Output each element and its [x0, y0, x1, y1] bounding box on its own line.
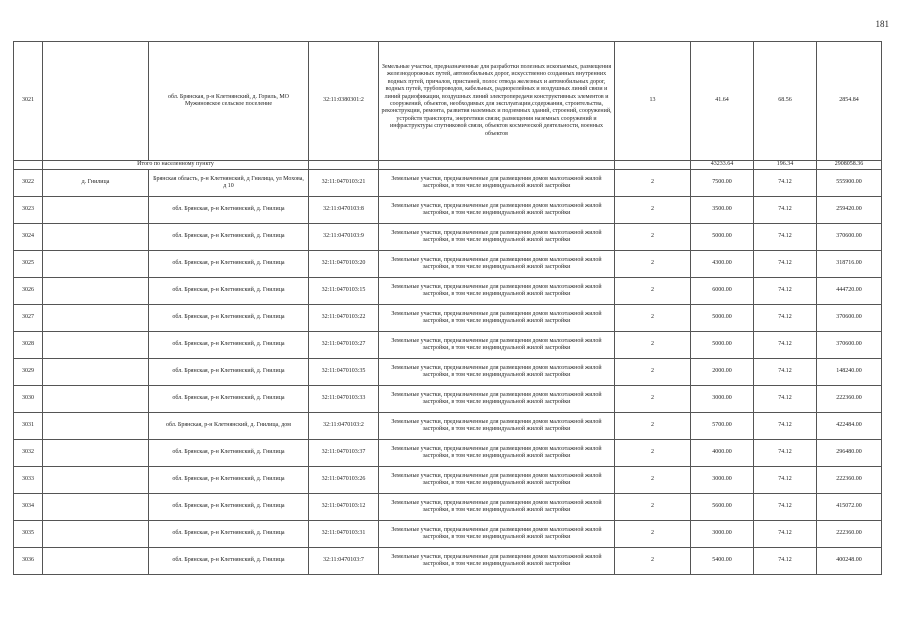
address-cell: обл. Брянская, р-н Клетнянский, д. Гнилица [149, 359, 309, 386]
cadastral-value-cell: 222360.00 [817, 386, 882, 413]
address-cell: обл. Брянская, р-н Клетнянский, д. Гнилица [149, 224, 309, 251]
table-row [14, 467, 882, 494]
cadastral-number-cell: 32:11:0470103:9 [309, 224, 379, 251]
land-use-cell: Земельные участки, предназначенные для размещения домов малоэтажной жилой застройки, в том числе индивидуальной жилой застройки [379, 467, 615, 494]
cadastral-number-cell: 32:11:0470103:35 [309, 359, 379, 386]
cadastral-value-cell: 318716.00 [817, 251, 882, 278]
area-cell: 3000.00 [691, 386, 754, 413]
specific-value-cell: 68.56 [754, 42, 817, 161]
address-cell: обл. Брянская, р-н Клетнянский, д. Гнилица [149, 278, 309, 305]
table-row [14, 170, 882, 197]
cadastral-number-cell: 32:11:0470103:12 [309, 494, 379, 521]
row-number: 3033 [14, 467, 43, 494]
cadastral-number-cell: 32:11:0470103:26 [309, 467, 379, 494]
row-number: 3028 [14, 332, 43, 359]
settlement-cell [43, 521, 149, 548]
table-row [14, 359, 882, 386]
total-label: Итого по населенному пункту [43, 161, 309, 170]
cadastral-number-cell: 32:11:0470103:20 [309, 251, 379, 278]
specific-value-cell: 74.12 [754, 548, 817, 575]
cadastral-value-cell: 444720.00 [817, 278, 882, 305]
area-cell: 5700.00 [691, 413, 754, 440]
total-empty-cell [379, 161, 615, 170]
table-row [14, 224, 882, 251]
area-cell: 5000.00 [691, 305, 754, 332]
row-number: 3023 [14, 197, 43, 224]
land-use-cell: Земельные участки, предназначенные для размещения домов малоэтажной жилой застройки, в том числе индивидуальной жилой застройки [379, 251, 615, 278]
settlement-cell [43, 42, 149, 161]
settlement-cell [43, 413, 149, 440]
settlement-cell [43, 278, 149, 305]
table-row [14, 42, 882, 161]
cadastral-value-cell: 555900.00 [817, 170, 882, 197]
use-group-cell: 13 [615, 42, 691, 161]
use-group-cell: 2 [615, 359, 691, 386]
table-row [14, 521, 882, 548]
cadastral-number-cell: 32:11:0470103:22 [309, 305, 379, 332]
area-cell: 2000.00 [691, 359, 754, 386]
cadastral-value-cell: 370600.00 [817, 224, 882, 251]
table-row [14, 548, 882, 575]
settlement-cell [43, 386, 149, 413]
area-cell: 7500.00 [691, 170, 754, 197]
address-cell: обл. Брянская, р-н Клетнянский, д. Гнилица [149, 467, 309, 494]
table-row [14, 332, 882, 359]
cadastral-value-cell: 222360.00 [817, 467, 882, 494]
row-number: 3030 [14, 386, 43, 413]
use-group-cell: 2 [615, 413, 691, 440]
specific-value-cell: 74.12 [754, 224, 817, 251]
specific-value-cell: 74.12 [754, 521, 817, 548]
specific-value-cell: 74.12 [754, 278, 817, 305]
specific-value-cell: 74.12 [754, 413, 817, 440]
use-group-cell: 2 [615, 278, 691, 305]
area-cell: 5400.00 [691, 548, 754, 575]
land-use-cell: Земельные участки, предназначенные для размещения домов малоэтажной жилой застройки, в том числе индивидуальной жилой застройки [379, 359, 615, 386]
row-number: 3035 [14, 521, 43, 548]
cadastral-number-cell: 32:11:0470103:21 [309, 170, 379, 197]
use-group-cell: 2 [615, 494, 691, 521]
table-row [14, 494, 882, 521]
row-number: 3034 [14, 494, 43, 521]
cadastral-value-table [13, 41, 882, 575]
settlement-cell [43, 251, 149, 278]
land-use-cell: Земельные участки, предназначенные для размещения домов малоэтажной жилой застройки, в том числе индивидуальной жилой застройки [379, 494, 615, 521]
cadastral-number-cell: 32:11:0470103:33 [309, 386, 379, 413]
address-cell: обл. Брянская, р-н Клетнянский, д. Гнилица [149, 548, 309, 575]
row-number: 3025 [14, 251, 43, 278]
table-row [14, 278, 882, 305]
specific-value-cell: 74.12 [754, 494, 817, 521]
area-cell: 4000.00 [691, 440, 754, 467]
settlement-cell [43, 197, 149, 224]
settlement-cell [43, 224, 149, 251]
specific-value-cell: 74.12 [754, 440, 817, 467]
row-number: 3029 [14, 359, 43, 386]
total-empty-cell [309, 161, 379, 170]
settlement-cell [43, 548, 149, 575]
specific-value-cell: 74.12 [754, 170, 817, 197]
table-row [14, 386, 882, 413]
address-cell: обл. Брянская, р-н Клетнянский, д. Гнилица [149, 197, 309, 224]
table-body [14, 42, 882, 575]
land-use-cell: Земельные участки, предназначенные для размещения домов малоэтажной жилой застройки, в том числе индивидуальной жилой застройки [379, 548, 615, 575]
specific-value-cell: 74.12 [754, 332, 817, 359]
settlement-cell [43, 305, 149, 332]
row-number: 3036 [14, 548, 43, 575]
settlement-cell: д. Гнилица [43, 170, 149, 197]
land-use-cell: Земельные участки, предназначенные для размещения домов малоэтажной жилой застройки, в том числе индивидуальной жилой застройки [379, 305, 615, 332]
use-group-cell: 2 [615, 224, 691, 251]
address-cell: обл. Брянская, р-н Клетнянский, д. Гнилица [149, 332, 309, 359]
use-group-cell: 2 [615, 386, 691, 413]
settlement-cell [43, 494, 149, 521]
land-use-cell: Земельные участки, предназначенные для размещения домов малоэтажной жилой застройки, в том числе индивидуальной жилой застройки [379, 386, 615, 413]
cadastral-value-cell: 296480.00 [817, 440, 882, 467]
specific-value-cell: 74.12 [754, 197, 817, 224]
row-number: 3031 [14, 413, 43, 440]
settlement-total-row [14, 161, 882, 170]
area-cell: 5000.00 [691, 224, 754, 251]
table-row [14, 440, 882, 467]
total-empty-cell [14, 161, 43, 170]
table-row [14, 251, 882, 278]
specific-value-cell: 74.12 [754, 467, 817, 494]
area-cell: 6000.00 [691, 278, 754, 305]
total-specific-value: 196.34 [754, 161, 817, 170]
cadastral-value-cell: 370600.00 [817, 332, 882, 359]
area-cell: 3000.00 [691, 467, 754, 494]
use-group-cell: 2 [615, 548, 691, 575]
cadastral-number-cell: 32:11:0470103:31 [309, 521, 379, 548]
row-number: 3022 [14, 170, 43, 197]
row-number: 3032 [14, 440, 43, 467]
use-group-cell: 2 [615, 197, 691, 224]
land-use-cell: Земельные участки, предназначенные для размещения домов малоэтажной жилой застройки, в том числе индивидуальной жилой застройки [379, 224, 615, 251]
use-group-cell: 2 [615, 467, 691, 494]
cadastral-number-cell: 32:11:0470103:27 [309, 332, 379, 359]
address-cell: обл. Брянская, р-н Клетнянский, д. Гнилица [149, 305, 309, 332]
cadastral-value-cell: 415072.00 [817, 494, 882, 521]
settlement-cell [43, 440, 149, 467]
land-use-cell: Земельные участки, предназначенные для размещения домов малоэтажной жилой застройки, в том числе индивидуальной жилой застройки [379, 332, 615, 359]
settlement-cell [43, 332, 149, 359]
cadastral-value-cell: 259420.00 [817, 197, 882, 224]
cadastral-value-cell: 148240.00 [817, 359, 882, 386]
land-use-cell: Земельные участки, предназначенные для размещения домов малоэтажной жилой застройки, в том числе индивидуальной жилой застройки [379, 413, 615, 440]
total-empty-cell [615, 161, 691, 170]
total-area: 43233.64 [691, 161, 754, 170]
land-use-cell: Земельные участки, предназначенные для разработки полезных ископаемых, размещения железнодорожных путей, автомобильных дорог, искусственно созданных внутренних водных путей, причалов, пристаней, полос отвода железных и автомобильных дорог, водных путей, трубопроводов, кабельных, радиорелейных и воздушных линий связи и линий радиофикации, воздушных линий электропередачи конструктивных элементов и сооружений, объектов, необходимых для эксплуатации,содержания, строительства, реконструкции, ремонта, развития наземных и подземных зданий, строений, сооружений, устройств транспорта, энергетики связи; размещения наземных сооружений и инфраструктуры спутниковой связи, объектов космической деятельности, военных объектов [379, 42, 615, 161]
cadastral-value-cell: 370600.00 [817, 305, 882, 332]
cadastral-number-cell: 32:11:0470103:15 [309, 278, 379, 305]
specific-value-cell: 74.12 [754, 251, 817, 278]
use-group-cell: 2 [615, 521, 691, 548]
cadastral-value-cell: 2854.84 [817, 42, 882, 161]
address-cell: обл. Брянская, р-н Клетнянский, д. Гнилица, дом [149, 413, 309, 440]
total-cadastral-value: 2908058.36 [817, 161, 882, 170]
area-cell: 4300.00 [691, 251, 754, 278]
address-cell: обл. Брянская, р-н Клетнянский, д. Гнилица [149, 251, 309, 278]
area-cell: 3500.00 [691, 197, 754, 224]
page-number: 181 [875, 19, 889, 29]
land-use-cell: Земельные участки, предназначенные для размещения домов малоэтажной жилой застройки, в том числе индивидуальной жилой застройки [379, 170, 615, 197]
cadastral-number-cell: 32:11:0470103:2 [309, 413, 379, 440]
row-number: 3024 [14, 224, 43, 251]
cadastral-value-cell: 222360.00 [817, 521, 882, 548]
land-use-cell: Земельные участки, предназначенные для размещения домов малоэтажной жилой застройки, в том числе индивидуальной жилой застройки [379, 440, 615, 467]
cadastral-value-cell: 400248.00 [817, 548, 882, 575]
address-cell: обл. Брянская, р-н Клетнянский, д. Гнилица [149, 494, 309, 521]
row-number: 3026 [14, 278, 43, 305]
address-cell: обл. Брянская, р-н Клетнянский, д. Гнилица [149, 521, 309, 548]
table-row [14, 197, 882, 224]
address-cell: обл. Брянская, р-н Клетнянский, д. Гнилица [149, 440, 309, 467]
use-group-cell: 2 [615, 332, 691, 359]
specific-value-cell: 74.12 [754, 359, 817, 386]
specific-value-cell: 74.12 [754, 305, 817, 332]
area-cell: 5000.00 [691, 332, 754, 359]
table-row [14, 305, 882, 332]
land-use-cell: Земельные участки, предназначенные для размещения домов малоэтажной жилой застройки, в том числе индивидуальной жилой застройки [379, 197, 615, 224]
specific-value-cell: 74.12 [754, 386, 817, 413]
cadastral-number-cell: 32:11:0470103:8 [309, 197, 379, 224]
land-use-cell: Земельные участки, предназначенные для размещения домов малоэтажной жилой застройки, в том числе индивидуальной жилой застройки [379, 521, 615, 548]
use-group-cell: 2 [615, 251, 691, 278]
land-use-cell: Земельные участки, предназначенные для размещения домов малоэтажной жилой застройки, в том числе индивидуальной жилой застройки [379, 278, 615, 305]
cadastral-number-cell: 32:11:0380301:2 [309, 42, 379, 161]
use-group-cell: 2 [615, 305, 691, 332]
table-row [14, 413, 882, 440]
address-cell: обл. Брянская, р-н Клетнянский, д. Гнилица [149, 386, 309, 413]
area-cell: 5600.00 [691, 494, 754, 521]
cadastral-number-cell: 32:11:0470103:37 [309, 440, 379, 467]
settlement-cell [43, 359, 149, 386]
cadastral-number-cell: 32:11:0470103:7 [309, 548, 379, 575]
use-group-cell: 2 [615, 440, 691, 467]
use-group-cell: 2 [615, 170, 691, 197]
row-number: 3021 [14, 42, 43, 161]
address-cell: Брянская область, р-н Клетнянский, д Гнилица, ул Мохова, д 10 [149, 170, 309, 197]
area-cell: 3000.00 [691, 521, 754, 548]
row-number: 3027 [14, 305, 43, 332]
area-cell: 41.64 [691, 42, 754, 161]
settlement-cell [43, 467, 149, 494]
address-cell: обл. Брянская, р-н Клетнянский, д. Гориль, МО Мужиновское сельское поселение [149, 42, 309, 161]
cadastral-value-cell: 422484.00 [817, 413, 882, 440]
